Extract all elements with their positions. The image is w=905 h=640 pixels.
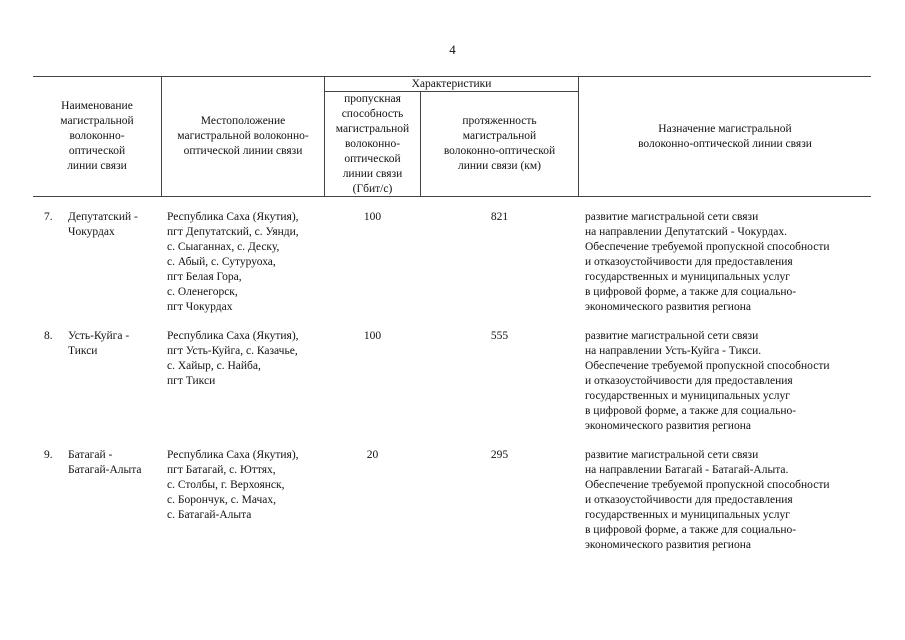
header-bottom-border xyxy=(33,196,871,197)
line-name: Усть-Куйга - Тикси xyxy=(68,330,130,357)
header-characteristics: Характеристики xyxy=(411,77,492,90)
line-purpose: развитие магистральной сети связи на направлении Батагай - Батагай-Алыта. Обеспечение требуемой пропускной способности и отказоустойчивости для предоставления государственных и муниципальных услуг в цифровой форме, а также для социально- экономического развития региона xyxy=(585,449,830,551)
line-length: 295 xyxy=(490,449,509,461)
line-location: Республика Саха (Якутия), пгт Усть-Куйга, с. Казачье, с. Хайыр, с. Найба, пгт Тикси xyxy=(167,330,299,387)
row-number: 9. xyxy=(44,449,53,461)
line-purpose: развитие магистральной сети связи на направлении Депутатский - Чокурдах. Обеспечение требуемой пропускной способности и отказоустойчивости для предоставления государственных и муниципальных услуг в цифровой форме, а также для социально- экономического развития региона xyxy=(585,211,830,313)
header-name: Наименование магистральной волоконно- оптической линии связи xyxy=(60,100,134,172)
line-length: 821 xyxy=(490,211,509,223)
header-purpose: Назначение магистральной волоконно-оптической линии связи xyxy=(638,122,812,150)
row-number: 8. xyxy=(44,330,53,342)
line-bandwidth: 100 xyxy=(363,211,382,223)
line-purpose: развитие магистральной сети связи на направлении Усть-Куйга - Тикси. Обеспечение требуемой пропускной способности и отказоустойчивости для предоставления государственных и муниципальных услуг в цифровой форме, а также для социально- экономического развития региона xyxy=(585,330,830,432)
header-location: Местоположение магистральной волоконно- оптической линии связи xyxy=(177,115,309,157)
line-bandwidth: 100 xyxy=(363,330,382,342)
line-location: Республика Саха (Якутия), пгт Батагай, с. Юттях, с. Столбы, г. Верхоянск, с. Борончук, с. Мачах, с. Батагай-Алыта xyxy=(167,449,299,521)
line-name: Батагай - Батагай-Алыта xyxy=(68,449,142,476)
header-length: протяженность магистральной волоконно-оптической линии связи (км) xyxy=(443,115,556,172)
line-location: Республика Саха (Якутия), пгт Депутатский, с. Уянди, с. Сыаганнах, с. Деску, с. Абый, с. Сутуруоха, пгт Белая Гора, с. Оленегорск, пгт Чокурдах xyxy=(167,211,299,313)
row-number: 7. xyxy=(44,211,53,223)
line-length: 555 xyxy=(490,330,509,342)
line-bandwidth: 20 xyxy=(366,449,379,461)
line-name: Депутатский - Чокурдах xyxy=(68,211,138,238)
page-number: 4 xyxy=(449,42,456,57)
header-bandwidth: пропускная способность магистральной волоконно- оптической линии связи (Гбит/с) xyxy=(335,92,410,195)
